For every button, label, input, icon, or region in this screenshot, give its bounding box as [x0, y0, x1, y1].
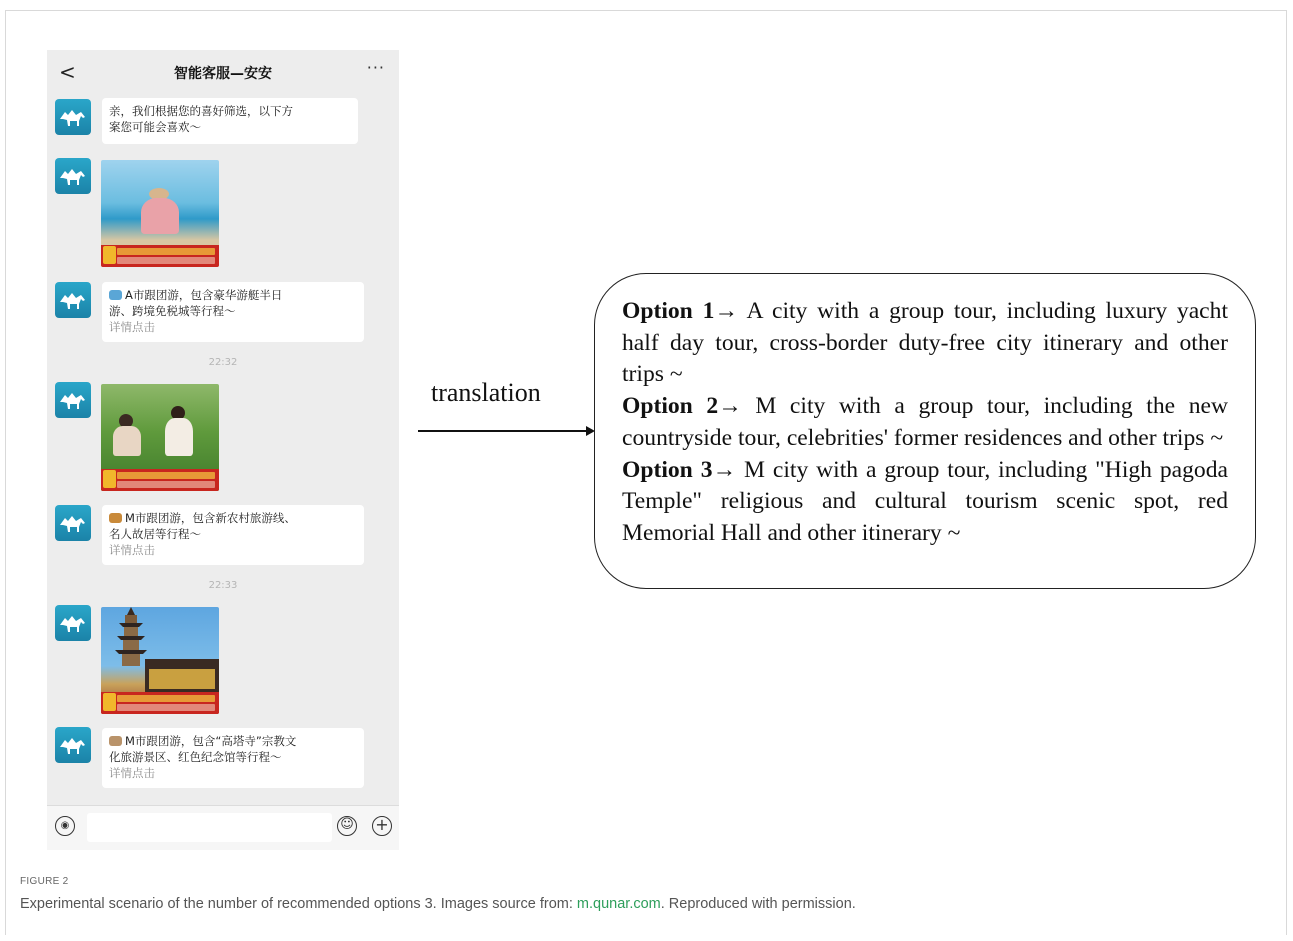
chat-bubble[interactable] [102, 505, 364, 565]
details-link[interactable]: 详情点击 [109, 543, 155, 557]
photo-badge [103, 693, 116, 711]
message-input[interactable] [87, 813, 332, 842]
figure-caption [20, 896, 856, 912]
photo-badge [103, 470, 116, 488]
options-text [622, 296, 1228, 550]
camel-logo-icon [55, 99, 91, 135]
person-body [113, 426, 141, 456]
photo-banner [101, 692, 219, 714]
leaf-icon [109, 513, 122, 523]
camel-logo-icon [55, 382, 91, 418]
chat-header [47, 50, 399, 94]
bot-avatar[interactable] [55, 382, 91, 418]
temple-icon [109, 736, 122, 746]
bot-avatar[interactable] [55, 99, 91, 135]
photo-badge [103, 246, 116, 264]
tea-field-photo[interactable] [101, 384, 219, 491]
message-line: 名人故居等行程～ [109, 527, 201, 541]
option-label: Option 1→ [622, 298, 738, 324]
message-line: 亲，我们根据您的喜好筛选，以下方 [109, 104, 293, 118]
option-1 [622, 296, 1228, 391]
bot-avatar[interactable] [55, 605, 91, 641]
option-3 [622, 455, 1228, 550]
back-arrow-icon[interactable]: < [59, 60, 76, 84]
option-label: Option 2→ [622, 393, 742, 420]
pagoda-icon [101, 607, 219, 692]
bot-avatar[interactable] [55, 505, 91, 541]
person-body [165, 418, 193, 456]
message-line: M市跟团游，包含“高塔寺”宗教文 [125, 734, 297, 748]
source-link[interactable]: m.qunar.com [576, 896, 661, 912]
photo-banner [101, 469, 219, 491]
chat-timestamp: 22:32 [208, 357, 238, 368]
message-line: 游、跨境免税城等行程～ [109, 304, 236, 318]
more-options-icon[interactable]: ··· [366, 58, 385, 77]
chat-title: 智能客服—安安 [174, 66, 272, 82]
plus-icon[interactable]: + [372, 816, 392, 836]
camel-logo-icon [55, 727, 91, 763]
option-label: Option 3→ [622, 456, 737, 483]
option-description: A city with a group tour, including luxury yacht half day tour, cross-border duty-free city itinerary and other trips ~ [622, 298, 1229, 388]
option-description: M city with a group tour, including "High pagoda Temple" religious and cultural tourism scenic spot, red Memorial Hall and other itinerary ~ [622, 456, 1229, 546]
camel-logo-icon [55, 158, 91, 194]
caption-text: Experimental scenario of the number of recommended options 3. Images source from: [20, 896, 577, 912]
figure-label: FIGURE 2 [20, 876, 69, 887]
message-line: 化旅游景区、红色纪念馆等行程～ [109, 750, 282, 764]
translation-label: translation [431, 378, 541, 407]
camel-logo-icon [55, 282, 91, 318]
bot-avatar[interactable] [55, 158, 91, 194]
photo-banner [101, 245, 219, 267]
option-2 [622, 391, 1228, 454]
message-line: A市跟团游，包含豪华游艇半日 [125, 288, 283, 302]
beach-photo[interactable] [101, 160, 219, 267]
voice-icon[interactable]: ◉ [55, 816, 75, 836]
bot-avatar[interactable] [55, 727, 91, 763]
chat-screenshot [47, 50, 399, 850]
bot-avatar[interactable] [55, 282, 91, 318]
chat-timestamp: 22:33 [208, 580, 238, 591]
chat-bubble [102, 98, 358, 144]
pagoda-photo[interactable] [101, 607, 219, 714]
details-link[interactable]: 详情点击 [109, 766, 155, 780]
beach-person-dress [141, 198, 179, 234]
caption-text: . Reproduced with permission. [660, 896, 856, 912]
option-description: M city with a group tour, including the new countryside tour, celebrities' former residences and other trips ~ [622, 393, 1229, 451]
chat-bubble[interactable] [102, 282, 364, 342]
chat-bubble[interactable] [102, 728, 364, 788]
chat-input-bar [47, 805, 399, 850]
boat-icon [109, 290, 122, 300]
message-line: 案您可能会喜欢～ [109, 120, 201, 134]
message-line: M市跟团游，包含新农村旅游线、 [125, 511, 296, 525]
camel-logo-icon [55, 605, 91, 641]
right-arrow-icon [418, 423, 596, 439]
emoji-icon[interactable]: ☺ [337, 816, 357, 836]
camel-logo-icon [55, 505, 91, 541]
details-link[interactable]: 详情点击 [109, 320, 155, 334]
